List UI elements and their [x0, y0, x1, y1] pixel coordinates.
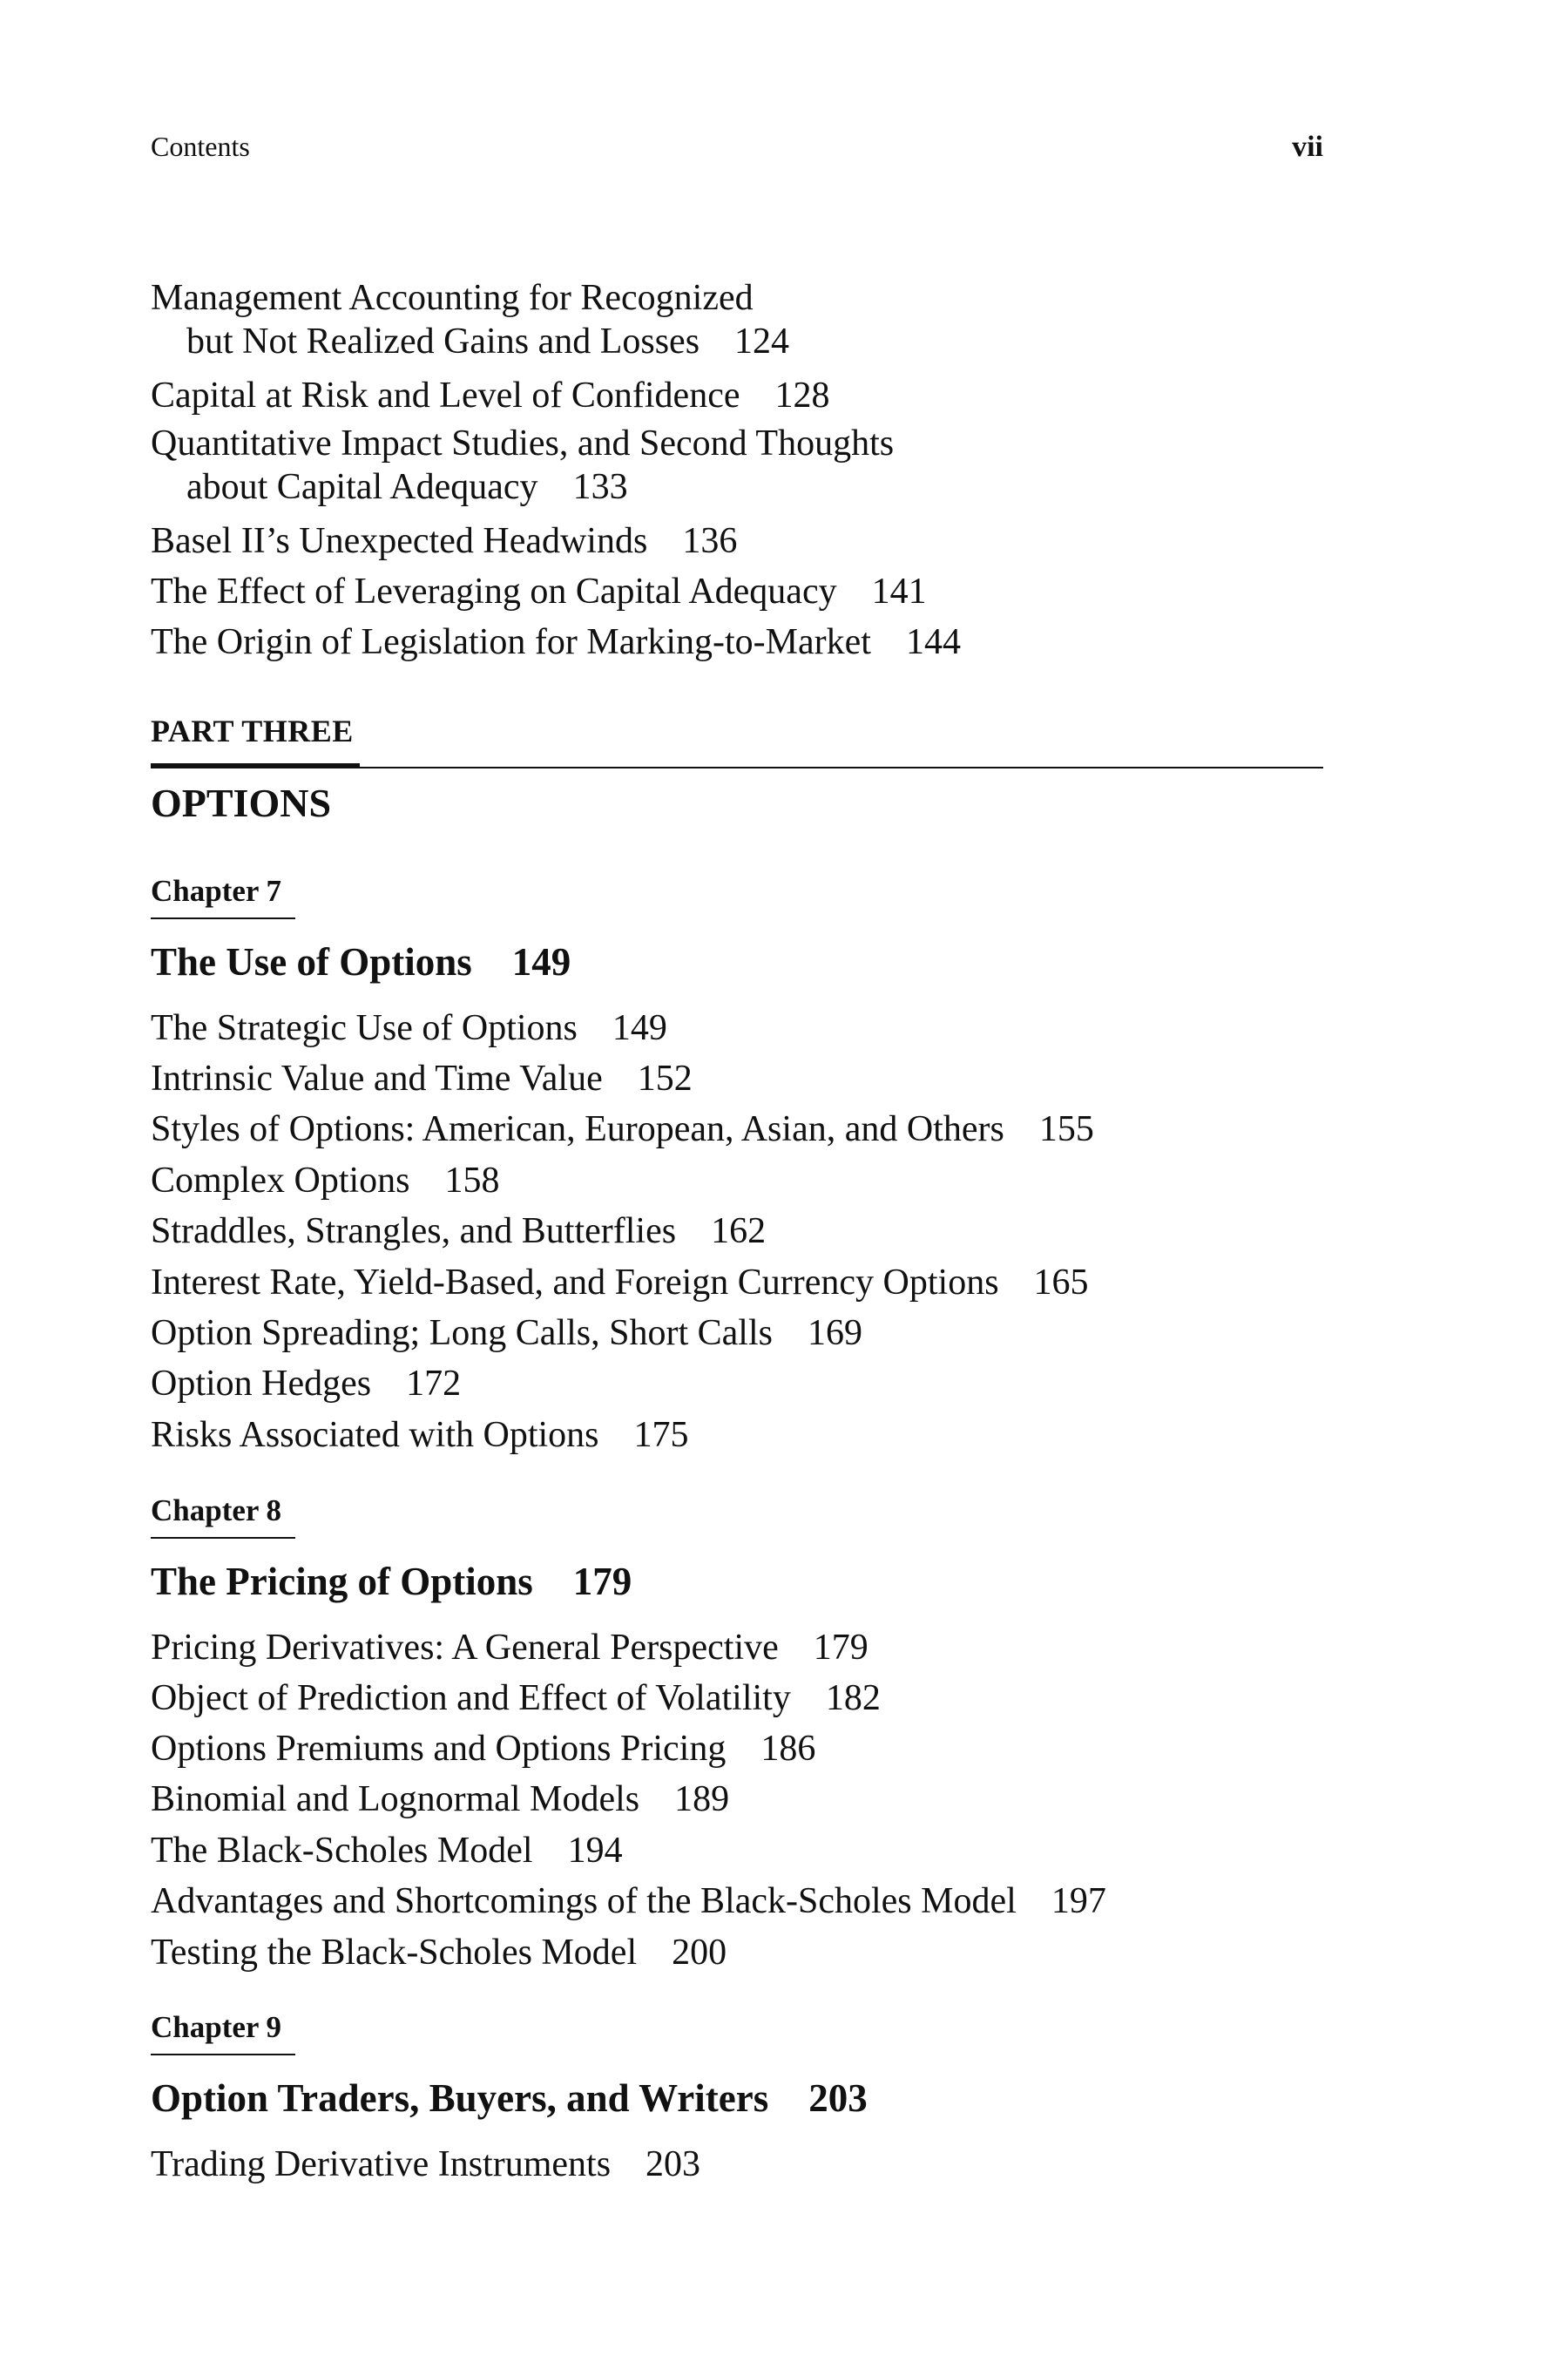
chapter-title-text: Option Traders, Buyers, and Writers	[151, 2076, 769, 2120]
toc-entry-page: 133	[572, 467, 628, 507]
toc-entry	[151, 1777, 729, 1821]
chapter-title-page: 149	[511, 940, 571, 984]
toc-entry-text: Straddles, Strangles, and Butterflies	[151, 1211, 677, 1251]
chapter-title-text: The Pricing of Options	[151, 1560, 533, 1603]
chapter-title	[151, 939, 571, 985]
chapter-label: Chapter 9	[151, 2010, 295, 2055]
toc-entry-text: Testing the Black-Scholes Model	[151, 1933, 638, 1973]
toc-entry	[151, 1626, 868, 1669]
toc-entry	[151, 1311, 862, 1355]
toc-entry-page: 172	[406, 1364, 462, 1404]
toc-entry	[151, 276, 789, 363]
toc-entry-text: Advantages and Shortcomings of the Black-Scholes Model	[151, 1881, 1017, 1921]
toc-entry-text: Option Spreading; Long Calls, Short Calls	[151, 1313, 773, 1353]
toc-entry-page: 203	[645, 2144, 701, 2184]
toc-entry	[151, 1931, 727, 1974]
toc-entry	[151, 1261, 1089, 1304]
part-label: PART THREE	[151, 714, 354, 748]
toc-entry-text-continued: about Capital Adequacy	[186, 467, 538, 507]
toc-entry-text: The Black-Scholes Model	[151, 1831, 533, 1871]
toc-entry-text: Quantitative Impact Studies, and Second Thoughts	[151, 423, 895, 464]
toc-entry	[151, 1676, 881, 1720]
toc-entry-page: 162	[711, 1211, 767, 1251]
toc-entry-text: Risks Associated with Options	[151, 1415, 599, 1455]
toc-entry-page: 144	[905, 622, 961, 662]
toc-entry-text: Options Premiums and Options Pricing	[151, 1729, 727, 1769]
toc-entry-text: Interest Rate, Yield-Based, and Foreign Currency Options	[151, 1263, 999, 1303]
toc-entry-page: 158	[444, 1161, 500, 1201]
toc-entry-page: 186	[760, 1729, 816, 1769]
toc-entry-text: Capital at Risk and Level of Confidence	[151, 376, 740, 416]
toc-entry-page: 182	[825, 1678, 881, 1718]
toc-entry	[151, 519, 737, 563]
toc-entry-text: The Origin of Legislation for Marking-to-Market	[151, 622, 871, 662]
toc-entry	[151, 1362, 461, 1405]
toc-entry	[151, 422, 894, 509]
running-head	[151, 131, 1323, 166]
toc-entry-text: Trading Derivative Instruments	[151, 2144, 612, 2184]
toc-entry-text: Management Accounting for Recognized	[151, 278, 754, 318]
toc-entry-page: 189	[674, 1779, 730, 1819]
toc-entry-page: 197	[1051, 1881, 1106, 1921]
toc-entry-text: The Effect of Leveraging on Capital Adequacy	[151, 572, 837, 612]
part-title: OPTIONS	[151, 781, 332, 825]
toc-entry-text: Styles of Options: American, European, Asian, and Others	[151, 1109, 1004, 1149]
toc-entry	[151, 1413, 689, 1457]
toc-entry-text: Complex Options	[151, 1161, 410, 1201]
chapter-title-page: 179	[572, 1560, 632, 1603]
toc-entry	[151, 620, 961, 664]
toc-entry-text: Binomial and Lognormal Models	[151, 1779, 640, 1819]
toc-entry	[151, 1879, 1106, 1923]
toc-entry-page: 194	[567, 1831, 623, 1871]
toc-entry-page: 149	[612, 1008, 667, 1048]
toc-entry	[151, 1727, 815, 1770]
toc-entry-page: 136	[682, 521, 738, 561]
toc-entry-text: Pricing Derivatives: A General Perspective	[151, 1628, 779, 1668]
toc-entry-text: The Strategic Use of Options	[151, 1008, 578, 1048]
toc-entry-text: Option Hedges	[151, 1364, 372, 1404]
toc-entry-page: 175	[633, 1415, 689, 1455]
page-folio: vii	[1292, 131, 1323, 163]
toc-entry	[151, 1209, 766, 1253]
toc-entry	[151, 1006, 667, 1050]
running-head-title: Contents	[151, 131, 250, 162]
chapter-label: Chapter 8	[151, 1493, 295, 1539]
toc-entry	[151, 1159, 500, 1202]
toc-entry-page: 128	[774, 376, 830, 416]
toc-entry	[151, 1057, 693, 1100]
toc-entry	[151, 374, 829, 417]
toc-entry	[151, 1829, 623, 1872]
toc-entry-page: 155	[1038, 1109, 1094, 1149]
toc-entry-page: 152	[637, 1059, 693, 1099]
toc-entry-page: 124	[734, 322, 790, 362]
toc-entry-text: Intrinsic Value and Time Value	[151, 1059, 603, 1099]
chapter-title-text: The Use of Options	[151, 940, 472, 984]
toc-entry-page: 165	[1033, 1263, 1089, 1303]
chapter-label: Chapter 7	[151, 874, 295, 919]
toc-entry	[151, 2143, 700, 2186]
toc-entry-page: 169	[807, 1313, 862, 1353]
toc-entry	[151, 570, 927, 613]
part-rule-accent	[151, 763, 360, 768]
toc-entry	[151, 1107, 1094, 1151]
toc-entry-text: Object of Prediction and Effect of Volatility	[151, 1678, 791, 1718]
chapter-title	[151, 1559, 632, 1604]
toc-entry-page: 179	[813, 1628, 868, 1668]
chapter-title-page: 203	[808, 2076, 868, 2120]
toc-entry-text: Basel II’s Unexpected Headwinds	[151, 521, 648, 561]
toc-entry-page: 200	[672, 1933, 727, 1973]
chapter-title	[151, 2075, 868, 2121]
toc-entry-page: 141	[871, 572, 927, 612]
toc-entry-text-continued: but Not Realized Gains and Losses	[186, 322, 700, 362]
